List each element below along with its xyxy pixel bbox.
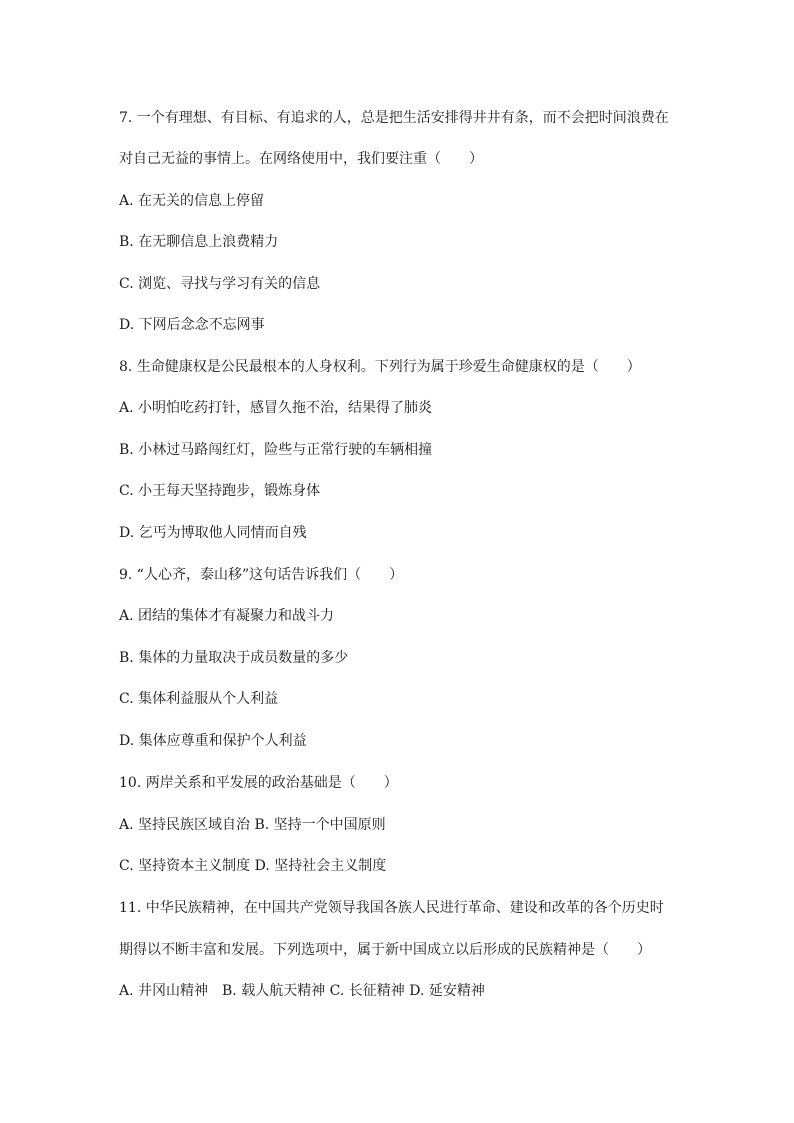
q8-option-d: D. 乞丐为博取他人同情而自残	[119, 525, 307, 541]
q8-stem: 8. 生命健康权是公民最根本的人身权利。下列行为属于珍爱生命健康权的是（ ）	[119, 359, 641, 375]
q11-stem-line-1: 11. 中华民族精神，在中国共产党领导我国各族人民进行革命、建设和改革的各个历史时	[119, 900, 664, 916]
q11-options: A. 井冈山精神 B. 载人航天精神 C. 长征精神 D. 延安精神	[119, 983, 485, 999]
q10-options-ab: A. 坚持民族区域自治 B. 坚持一个中国原则	[119, 817, 386, 833]
q10-options-cd: C. 坚持资本主义制度 D. 坚持社会主义制度	[119, 858, 387, 874]
q8-option-b: B. 小林过马路闯红灯，险些与正常行驶的车辆相撞	[119, 442, 433, 458]
q11-stem-line-2: 期得以不断丰富和发展。下列选项中，属于新中国成立以后形成的民族精神是（ ）	[119, 942, 651, 958]
q7-option-b: B. 在无聊信息上浪费精力	[119, 234, 279, 250]
q10-stem: 10. 两岸关系和平发展的政治基础是（ ）	[119, 775, 398, 791]
q8-option-c: C. 小王每天坚持跑步，锻炼身体	[119, 483, 321, 499]
q7-option-a: A. 在无关的信息上停留	[119, 193, 265, 209]
q9-option-c: C. 集体利益服从个人利益	[119, 691, 279, 707]
q7-option-c: C. 浏览、寻找与学习有关的信息	[119, 276, 321, 292]
q7-stem-line-1: 7. 一个有理想、有目标、有追求的人，总是把生活安排得井井有条，而不会把时间浪费在	[119, 110, 669, 126]
q9-option-d: D. 集体应尊重和保护个人利益	[119, 733, 307, 749]
q9-stem: 9. “人心齐，泰山移”这句话告诉我们（ ）	[119, 567, 404, 583]
q9-option-a: A. 团结的集体才有凝聚力和战斗力	[119, 608, 335, 624]
q7-stem-line-2: 对自己无益的事情上。在网络使用中，我们要注重（ ）	[119, 151, 483, 167]
q7-option-d: D. 下网后念念不忘网事	[119, 317, 265, 333]
q8-option-a: A. 小明怕吃药打针，感冒久拖不治，结果得了肺炎	[119, 400, 433, 416]
q9-option-b: B. 集体的力量取决于成员数量的多少	[119, 650, 349, 666]
